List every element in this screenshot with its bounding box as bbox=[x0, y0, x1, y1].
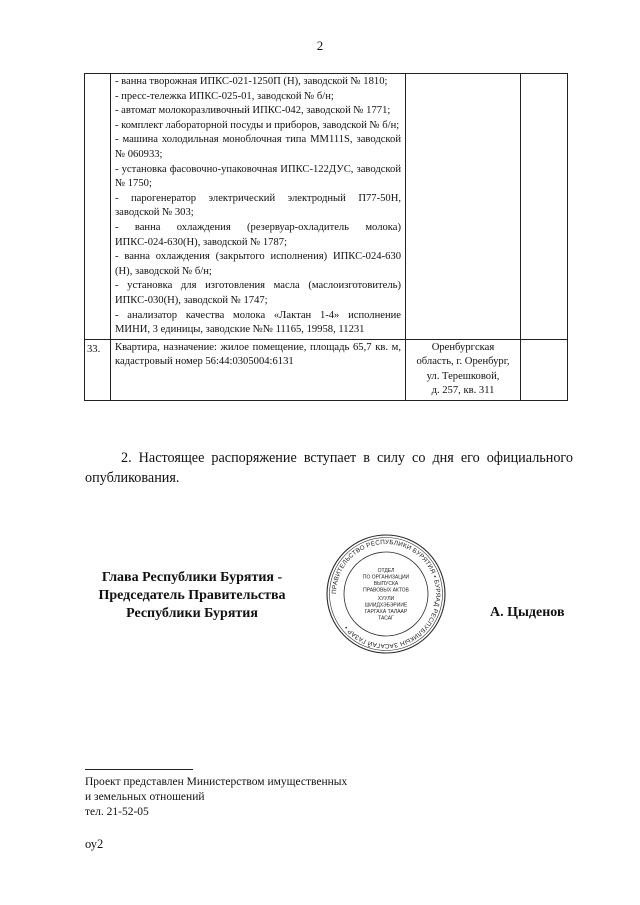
stamp-line: ШИИДХЭБЭРИИЕ bbox=[364, 602, 408, 609]
list-item: - анализатор качества молока «Лактан 1-4» исполнение МИНИ, 3 единицы, заводские №№ 11165, 19958, 11231 bbox=[115, 309, 401, 336]
list-item: - пресс-тележка ИПКС-025-01, заводской № б/н; bbox=[115, 90, 334, 102]
stamp-line: ВЫПУСКА bbox=[373, 581, 399, 587]
address-line: область, г. Оренбург, bbox=[416, 356, 510, 368]
signatory-title bbox=[62, 569, 322, 623]
row-address-cell bbox=[406, 339, 521, 400]
footnote bbox=[85, 775, 347, 820]
signatory-title-line: Председатель Правительства bbox=[98, 588, 286, 603]
effective-date-paragraph: 2. Настоящее распоряжение вступает в силу со дня его официального опубликования. bbox=[85, 450, 573, 486]
row-extra-cell bbox=[521, 339, 568, 400]
list-item: - ванна творожная ИПКС-021-1250П (Н), заводской № 1810; bbox=[115, 76, 388, 87]
address-line: д. 257, кв. 311 bbox=[431, 385, 495, 397]
footnote-line: Проект представлен Министерством имущественных bbox=[85, 776, 348, 788]
stamp-line: ПРАВОВЫХ АКТОВ bbox=[363, 587, 409, 594]
signatory-title-line: Республики Бурятия bbox=[126, 606, 258, 621]
list-item: - ванна охлаждения (резервуар-охладитель молока) ИПКС-024-630(Н), заводской № 1787; bbox=[115, 221, 401, 248]
stamp-line: ОТДЕЛ bbox=[377, 568, 395, 574]
stamp-line: ГАРГАХА ТАЛААР bbox=[364, 609, 408, 615]
address-line: ул. Терешковой, bbox=[426, 370, 500, 382]
list-item: - парогенератор электрический электродный П77-50Н, заводской № 303; bbox=[115, 192, 401, 219]
stamp-ring-text: ПРАВИТЕЛЬСТВО РЕСПУБЛИКИ БУРЯТИЯ • БУРЯАД РЕСПУБЛИКЫН ЗАСАГАЙ ГАЗАР • bbox=[330, 538, 442, 650]
list-item: - автомат молокоразливочный ИПКС-042, заводской № 1771; bbox=[115, 105, 391, 117]
footnote-line: и земельных отношений bbox=[85, 791, 205, 803]
list-item: - машина холодильная моноблочная типа ММ111S, заводской № 060933; bbox=[115, 134, 401, 160]
property-table bbox=[84, 73, 568, 401]
row-number-cell bbox=[85, 74, 111, 340]
list-item: - установка для изготовления масла (маслоизготовитель) ИПКС-030(Н), заводской № 1747; bbox=[115, 280, 401, 306]
stamp-line: ПО ОРГАНИЗАЦИИ bbox=[362, 574, 410, 581]
footnote-divider bbox=[85, 769, 193, 770]
stamp-line: ТАСАГ bbox=[378, 615, 394, 622]
signatory-title-line: Глава Республики Бурятия - bbox=[101, 570, 283, 585]
row-address-cell bbox=[406, 74, 521, 340]
signatory-name: А. Цыденов bbox=[490, 605, 565, 620]
list-item: - комплект лабораторной посуды и приборов, заводской № б/н; bbox=[115, 119, 400, 131]
list-item: - ванна охлаждения (закрытого исполнения) ИПКС-024-630 (Н), заводской № б/н; bbox=[115, 251, 401, 277]
row-description-cell bbox=[111, 74, 406, 340]
list-item: - установка фасовочно-упаковочная ИПКС-122ДУС, заводской № 1750; bbox=[115, 163, 401, 190]
page-number: 2 bbox=[316, 38, 324, 53]
row-description-cell: Квартира, назначение: жилое помещение, площадь 65,7 кв. м, кадастровый номер 56:44:0305004:6131 bbox=[111, 339, 406, 400]
row-extra-cell bbox=[521, 74, 568, 340]
document-code: оу2 bbox=[85, 837, 104, 851]
svg-text:ПРАВИТЕЛЬСТВО РЕСПУБЛИКИ БУРЯТ bbox=[331, 539, 441, 649]
stamp-line: ХУУЛИ bbox=[377, 596, 395, 602]
official-seal-stamp bbox=[325, 533, 447, 655]
footnote-line: тел. 21-52-05 bbox=[85, 806, 149, 818]
address-line: Оренбургская bbox=[431, 341, 495, 353]
row-number-cell: 33. bbox=[85, 339, 111, 400]
table-row bbox=[85, 339, 568, 400]
table-row bbox=[85, 74, 568, 340]
